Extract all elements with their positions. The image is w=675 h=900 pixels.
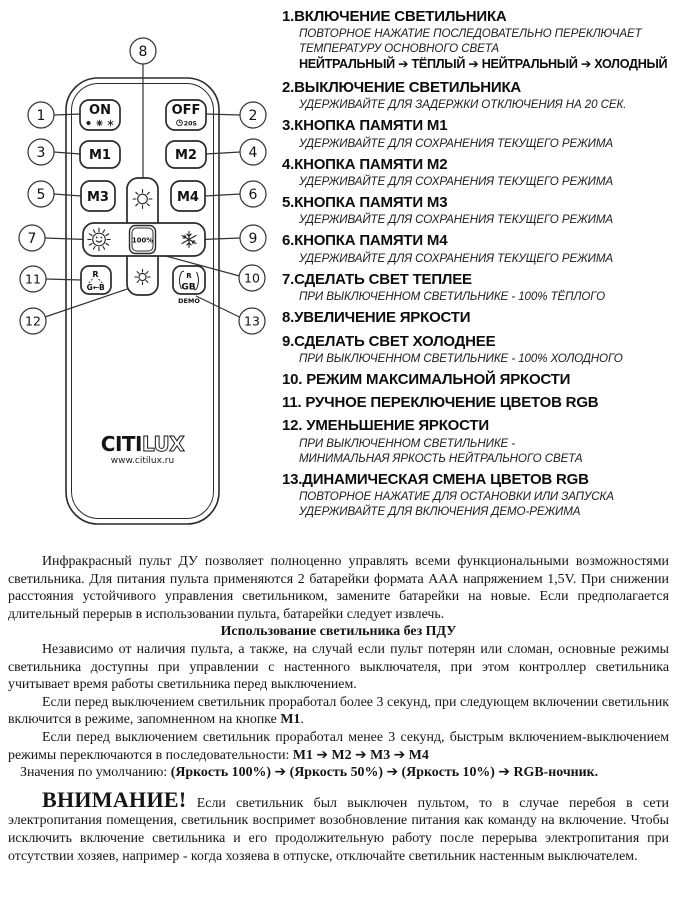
function-number: 2. [282,79,295,97]
svg-text:1: 1 [36,108,46,124]
m4-label: M4 [177,190,199,205]
function-description [299,97,673,112]
function-item [282,394,673,412]
function-number: 9. [282,332,295,350]
m3-button [81,181,115,211]
m2-button [166,141,206,168]
function-item [282,333,673,366]
demo-label: DEMO [178,297,200,305]
function-desc-line: ТЕМПЕРАТУРУ ОСНОВНОГО СВЕТА [299,42,499,56]
callout-13 [239,308,265,334]
memory-less-3s-paragraph: Если перед выключением светильник проработал менее 3 секунд, быстрым включением-выключением режимы переключаются в последовательности: М1 ➔ М2 ➔ М3 ➔ М4 [8,729,669,763]
function-title: 12. УМЕНЬШЕНИЕ ЯРКОСТИ [282,417,489,435]
function-desc-line: УДЕРЖИВАЙТЕ ДЛЯ ЗАДЕРЖКИ ОТКЛЮЧЕНИЯ НА 20 СЕК. [299,98,627,112]
function-desc-line: ПОВТОРНОЕ НАЖАТИЕ ДЛЯ ОСТАНОВКИ ИЛИ ЗАПУСКА [299,490,614,504]
function-number: 5. [282,194,295,212]
function-number: 1. [282,8,295,25]
function-item [282,156,673,189]
function-title: 11. РУЧНОЕ ПЕРЕКЛЮЧЕНИЕ ЦВЕТОВ RGB [282,394,599,412]
function-item [282,79,673,112]
function-title: 13.ДИНАМИЧЕСКАЯ СМЕНА ЦВЕТОВ RGB [282,470,589,488]
function-description [299,26,673,74]
svg-text:2: 2 [248,108,258,124]
function-desc-line: ПОВТОРНОЕ НАЖАТИЕ ПОСЛЕДОВАТЕЛЬНО ПЕРЕКЛЮЧАЕТ [299,27,642,41]
callout-10 [239,265,265,291]
callout-2 [240,102,266,128]
function-description [299,289,673,304]
memory-more-3s-paragraph: Если перед выключением светильник проработал более 3 секунд, при следующем включении светильник включится в режиме, запомненном на кнопке М1. [8,694,669,728]
function-item [282,471,673,519]
m1-button [80,141,120,168]
function-desc-line: УДЕРЖИВАЙТЕ ДЛЯ СОХРАНЕНИЯ ТЕКУЩЕГО РЕЖИМА [299,175,614,189]
function-number: 12. [282,417,307,435]
rgb-manual-button [81,266,111,294]
callout-3 [28,139,54,165]
function-item [282,309,673,327]
function-title: 2.ВЫКЛЮЧЕНИЕ СВЕТИЛЬНИКА [282,79,522,97]
max-brightness-button [130,226,156,254]
function-desc-line: ПРИ ВЫКЛЮЧЕННОМ СВЕТИЛЬНИКЕ - 100% ТЁПЛОГО [299,290,605,304]
intro-paragraph: Инфракрасный пульт ДУ позволяет полноценно управлять всеми функциональными возможностями светильника. Для питания пульта применяются 2 батарейки формата ААА напряжением 1,5V. При снижении расстояния устойчивого управления светильником, замените батарейки на новые. Если предполагается длительный перерыв в использовании пульта, батарейки следует извлечь. [8,554,669,622]
svg-text:9: 9 [248,231,258,247]
callout-6 [240,181,266,207]
function-title: 9.СДЕЛАТЬ СВЕТ ХОЛОДНЕЕ [282,332,496,350]
callout-9 [240,225,266,251]
svg-text:13: 13 [244,313,260,329]
svg-text:4: 4 [248,145,258,161]
callout-1 [28,102,54,128]
remote-control-figure [0,0,280,556]
citilux-logo [101,432,185,466]
on-button [80,100,120,130]
function-description [299,212,673,227]
function-number: 3. [282,117,295,135]
function-item [282,371,673,389]
svg-text:5: 5 [36,187,46,203]
function-title: 8.УВЕЛИЧЕНИЕ ЯРКОСТИ [282,309,471,327]
rgb-demo-r-label: R [186,272,192,280]
wall-switch-paragraph: Независимо от наличия пульта, а также, на случай если пульт потерян или сломан, основные режимы светильника доступны при управлении с настенного выключателя, при этом контроллер светильника учитывает время работы светильника перед выключением. [8,641,669,693]
rgb-demo-button [173,266,205,294]
function-item [282,194,673,227]
function-title: 4.КНОПКА ПАМЯТИ М2 [282,155,448,173]
function-title: 5.КНОПКА ПАМЯТИ М3 [282,194,448,212]
function-number: 10. [282,370,307,388]
function-desc-line: ПРИ ВЫКЛЮЧЕННОМ СВЕТИЛЬНИКЕ - 100% ХОЛОДНОГО [299,351,623,365]
function-item [282,232,673,265]
function-description [299,351,673,366]
callout-4 [240,139,266,165]
function-description [299,251,673,266]
function-item [282,117,673,150]
function-number: 4. [282,155,295,173]
callout-8 [130,38,156,64]
function-number: 7. [282,270,295,288]
svg-text:7: 7 [27,231,37,247]
off-button-label: OFF [171,103,201,118]
function-desc-line: МИНИМАЛЬНАЯ ЯРКОСТЬ НЕЙТРАЛЬНОГО СВЕТА [299,451,583,465]
function-desc-line: НЕЙТРАЛЬНЫЙ ➔ ТЁПЛЫЙ ➔ НЕЙТРАЛЬНЫЙ ➔ ХОЛОДНЫЙ [299,57,668,72]
function-title: 6.КНОПКА ПАМЯТИ М4 [282,232,448,250]
callout-5 [28,181,54,207]
svg-text:11: 11 [25,271,41,287]
function-desc-line: УДЕРЖИВАЙТЕ ДЛЯ ВКЛЮЧЕНИЯ ДЕМО-РЕЖИМА [299,505,581,519]
svg-text:8: 8 [138,44,148,60]
function-number: 11. [282,394,306,412]
function-desc-line: УДЕРЖИВАЙТЕ ДЛЯ СОХРАНЕНИЯ ТЕКУЩЕГО РЕЖИМА [299,213,614,227]
function-description [299,489,673,519]
m4-button [171,181,205,211]
functions-list [282,8,673,524]
function-title: 10. РЕЖИМ МАКСИМАЛЬНОЙ ЯРКОСТИ [282,370,571,388]
rgb-demo-gb-label: GB [181,282,196,293]
section-heading: Использование светильника без ПДУ [220,624,457,640]
function-number: 6. [282,232,295,250]
logo-citi: CITI [100,432,142,456]
function-title: 1.ВКЛЮЧЕНИЕ СВЕТИЛЬНИКА [282,8,507,25]
function-desc-line: УДЕРЖИВАЙТЕ ДЛЯ СОХРАНЕНИЯ ТЕКУЩЕГО РЕЖИМА [299,251,614,265]
body-text [8,553,669,865]
rgb-manual-gb-label: G←B [86,283,105,292]
function-title: 3.КНОПКА ПАМЯТИ М1 [282,117,448,135]
function-number: 8. [282,309,295,327]
function-item [282,271,673,304]
function-description [299,174,673,189]
svg-text:6: 6 [248,187,258,203]
function-description [299,436,673,466]
svg-text:CITILUX [101,432,185,456]
function-title: 7.СДЕЛАТЬ СВЕТ ТЕПЛЕЕ [282,270,472,288]
svg-text:3: 3 [36,145,46,161]
rgb-manual-r-label: R [92,270,99,279]
on-button-label: ON [89,103,111,118]
function-desc-line: УДЕРЖИВАЙТЕ ДЛЯ СОХРАНЕНИЯ ТЕКУЩЕГО РЕЖИМА [299,136,614,150]
off-button [166,100,206,130]
m1-label: M1 [89,148,111,163]
function-item [282,417,673,465]
website-label: www.citilux.ru [110,456,175,466]
m2-label: M2 [175,148,197,163]
function-item [282,8,673,74]
svg-text:12: 12 [25,313,41,329]
function-number: 13. [282,470,303,488]
function-desc-line: ПРИ ВЫКЛЮЧЕННОМ СВЕТИЛЬНИКЕ - [299,436,516,450]
function-description [299,136,673,151]
defaults-paragraph: Значения по умолчанию: (Яркость 100%) ➔ (Яркость 50%) ➔ (Яркость 10%) ➔ RGB-ночник. [20,765,599,781]
callout-11 [20,266,46,292]
max-brightness-label: 100% [132,236,153,245]
callout-7 [19,225,45,251]
m3-label: M3 [87,190,109,205]
callout-12 [20,308,46,334]
logo-lux: LUX [142,432,185,456]
attention-paragraph: ВНИМАНИЕ! Если светильник был выключен пультом, то в случае перебоя в сети электропитания помещения, светильник воспримет возобновление питания как команду на включение. Чтобы исключить включение светильника и его продолжительную работу после перерыва электропитания при отсутствии хозяев, например - когда хозяева в отпуске, отключайте светильник настенным выключателем. [8,786,669,864]
off-timer-label: 20S [183,120,197,128]
svg-text:10: 10 [244,270,260,286]
